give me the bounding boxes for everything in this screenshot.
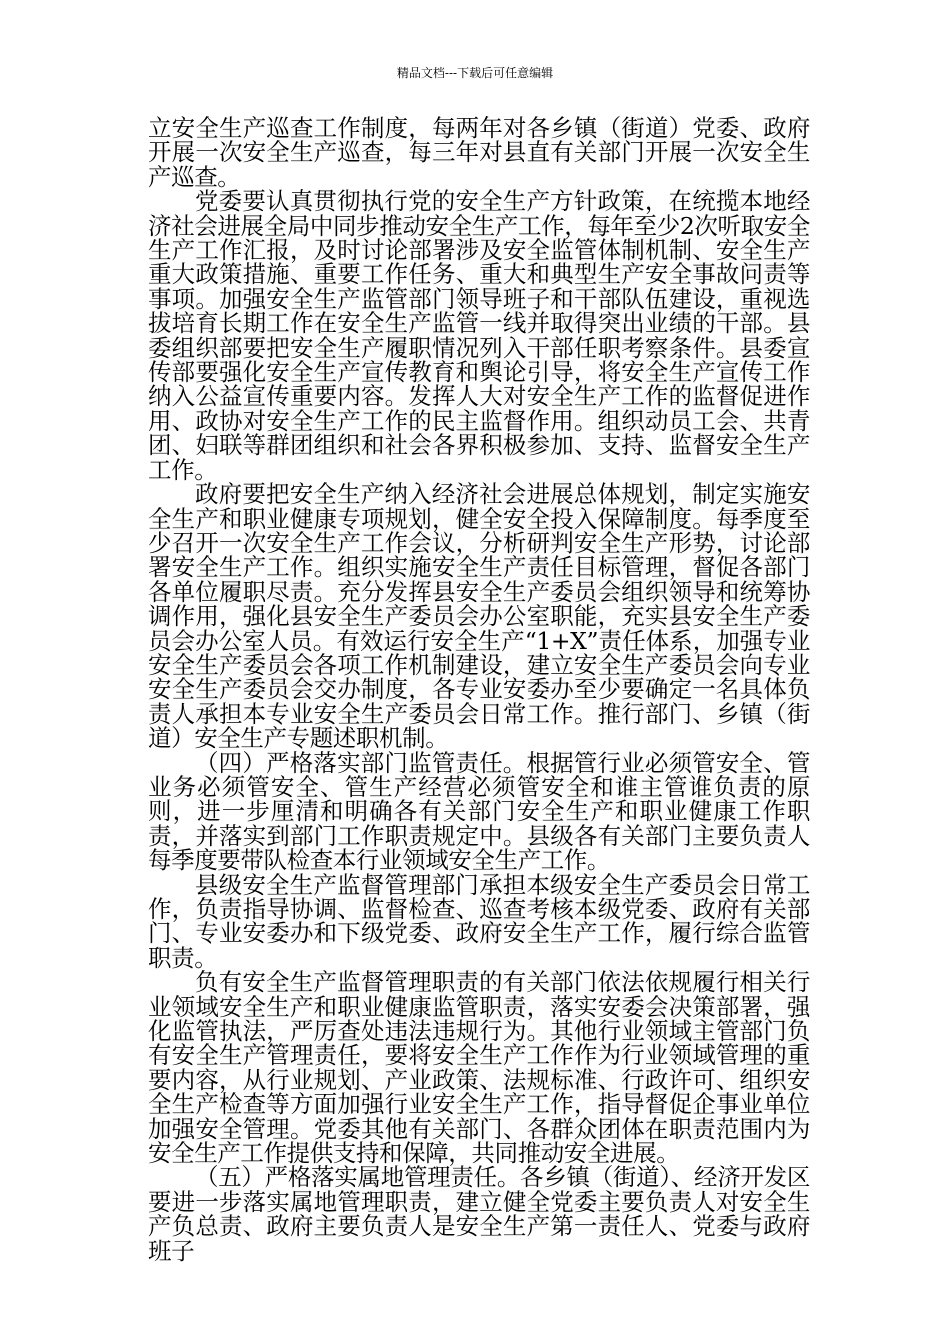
paragraph-3: 政府要把安全生产纳入经济社会进展总体规划，制定实施安全生产和职业健康专项规划，健全安全投入保障制度。每季度至少召开一次安全生产工作会议，分析研判安全生产形势，讨论部署安全生产工作。组织实施安全生产责任目标管理，督促各部门各单位履职尽责。充分发挥县安全生产委员会组织领导和统筹协调作用，强化县安全生产委员会办公室职能，充实县安全生产委员会办公室人员。有效运行安全生产“1+X”责任体系，加强专业安全生产委员会各项工作机制建设，建立安全生产委员会向专业安全生产委员会交办制度，各专业安委办至少要确定一名具体负责人承担本专业安全生产委员会日常工作。推行部门、乡镇（街道）安全生产专题述职机制。 xyxy=(148,480,810,753)
document-body xyxy=(148,116,810,1263)
page-header: 精品文档---下载后可任意编辑 xyxy=(396,66,554,80)
paragraph-6: 负有安全生产监督管理职责的有关部门依法依规履行相关行业领域安全生产和职业健康监管职责，落实安委会决策部署，强化监管执法，严厉查处违法违规行为。其他行业领域主管部门负有安全生产管理责任，要将安全生产工作作为行业领域管理的重要内容，从行业规划、产业政策、法规标准、行政许可、组织安全生产检查等方面加强行业安全生产工作，指导督促企事业单位加强安全管理。党委其他有关部门、各群众团体在职责范围内为安全生产工作提供支持和保障，共同推动安全进展。 xyxy=(148,968,810,1168)
paragraph-1: 立安全生产巡查工作制度，每两年对各乡镇（街道）党委、政府开展一次安全生产巡查，每三年对县直有关部门开展一次安全生产巡查。 xyxy=(148,114,810,191)
paragraph-5: 县级安全生产监督管理部门承担本级安全生产委员会日常工作，负责指导协调、监督检查、巡查考核本级党委、政府有关部门、专业安委办和下级党委、政府安全生产工作，履行综合监管职责。 xyxy=(148,870,810,972)
paragraph-2: 党委要认真贯彻执行党的安全生产方针政策，在统揽本地经济社会进展全局中同步推动安全生产工作，每年至少2次听取安全生产工作汇报，及时讨论部署涉及安全监管体制机制、安全生产重大政策措施、重要工作任务、重大和典型生产安全事故问责等事项。加强安全生产监管部门领导班子和干部队伍建设，重视选拔培育长期工作在安全生产监管一线并取得突出业绩的干部。县委组织部要把安全生产履职情况列入干部任职考察条件。县委宣传部要强化安全生产宣传教育和舆论引导，将安全生产宣传工作纳入公益宣传重要内容。发挥人大对安全生产工作的监督促进作用、政协对安全生产工作的民主监督作用。组织动员工会、共青团、妇联等群团组织和社会各界积极参加、支持、监督安全生产工作。 xyxy=(148,187,810,484)
paragraph-4: （四）严格落实部门监管责任。根据管行业必须管安全、管业务必须管安全、管生产经营必须管安全和谁主管谁负责的原则，进一步厘清和明确各有关部门安全生产和职业健康工作职责，并落实到部门工作职责规定中。县级各有关部门主要负责人每季度要带队检查本行业领域安全生产工作。 xyxy=(148,748,810,875)
paragraph-7: （五）严格落实属地管理责任。各乡镇（街道）、经济开发区要进一步落实属地管理职责，建立健全党委主要负责人对安全生产负总责、政府主要负责人是安全生产第一责任人、党委与政府班子 xyxy=(148,1163,810,1265)
